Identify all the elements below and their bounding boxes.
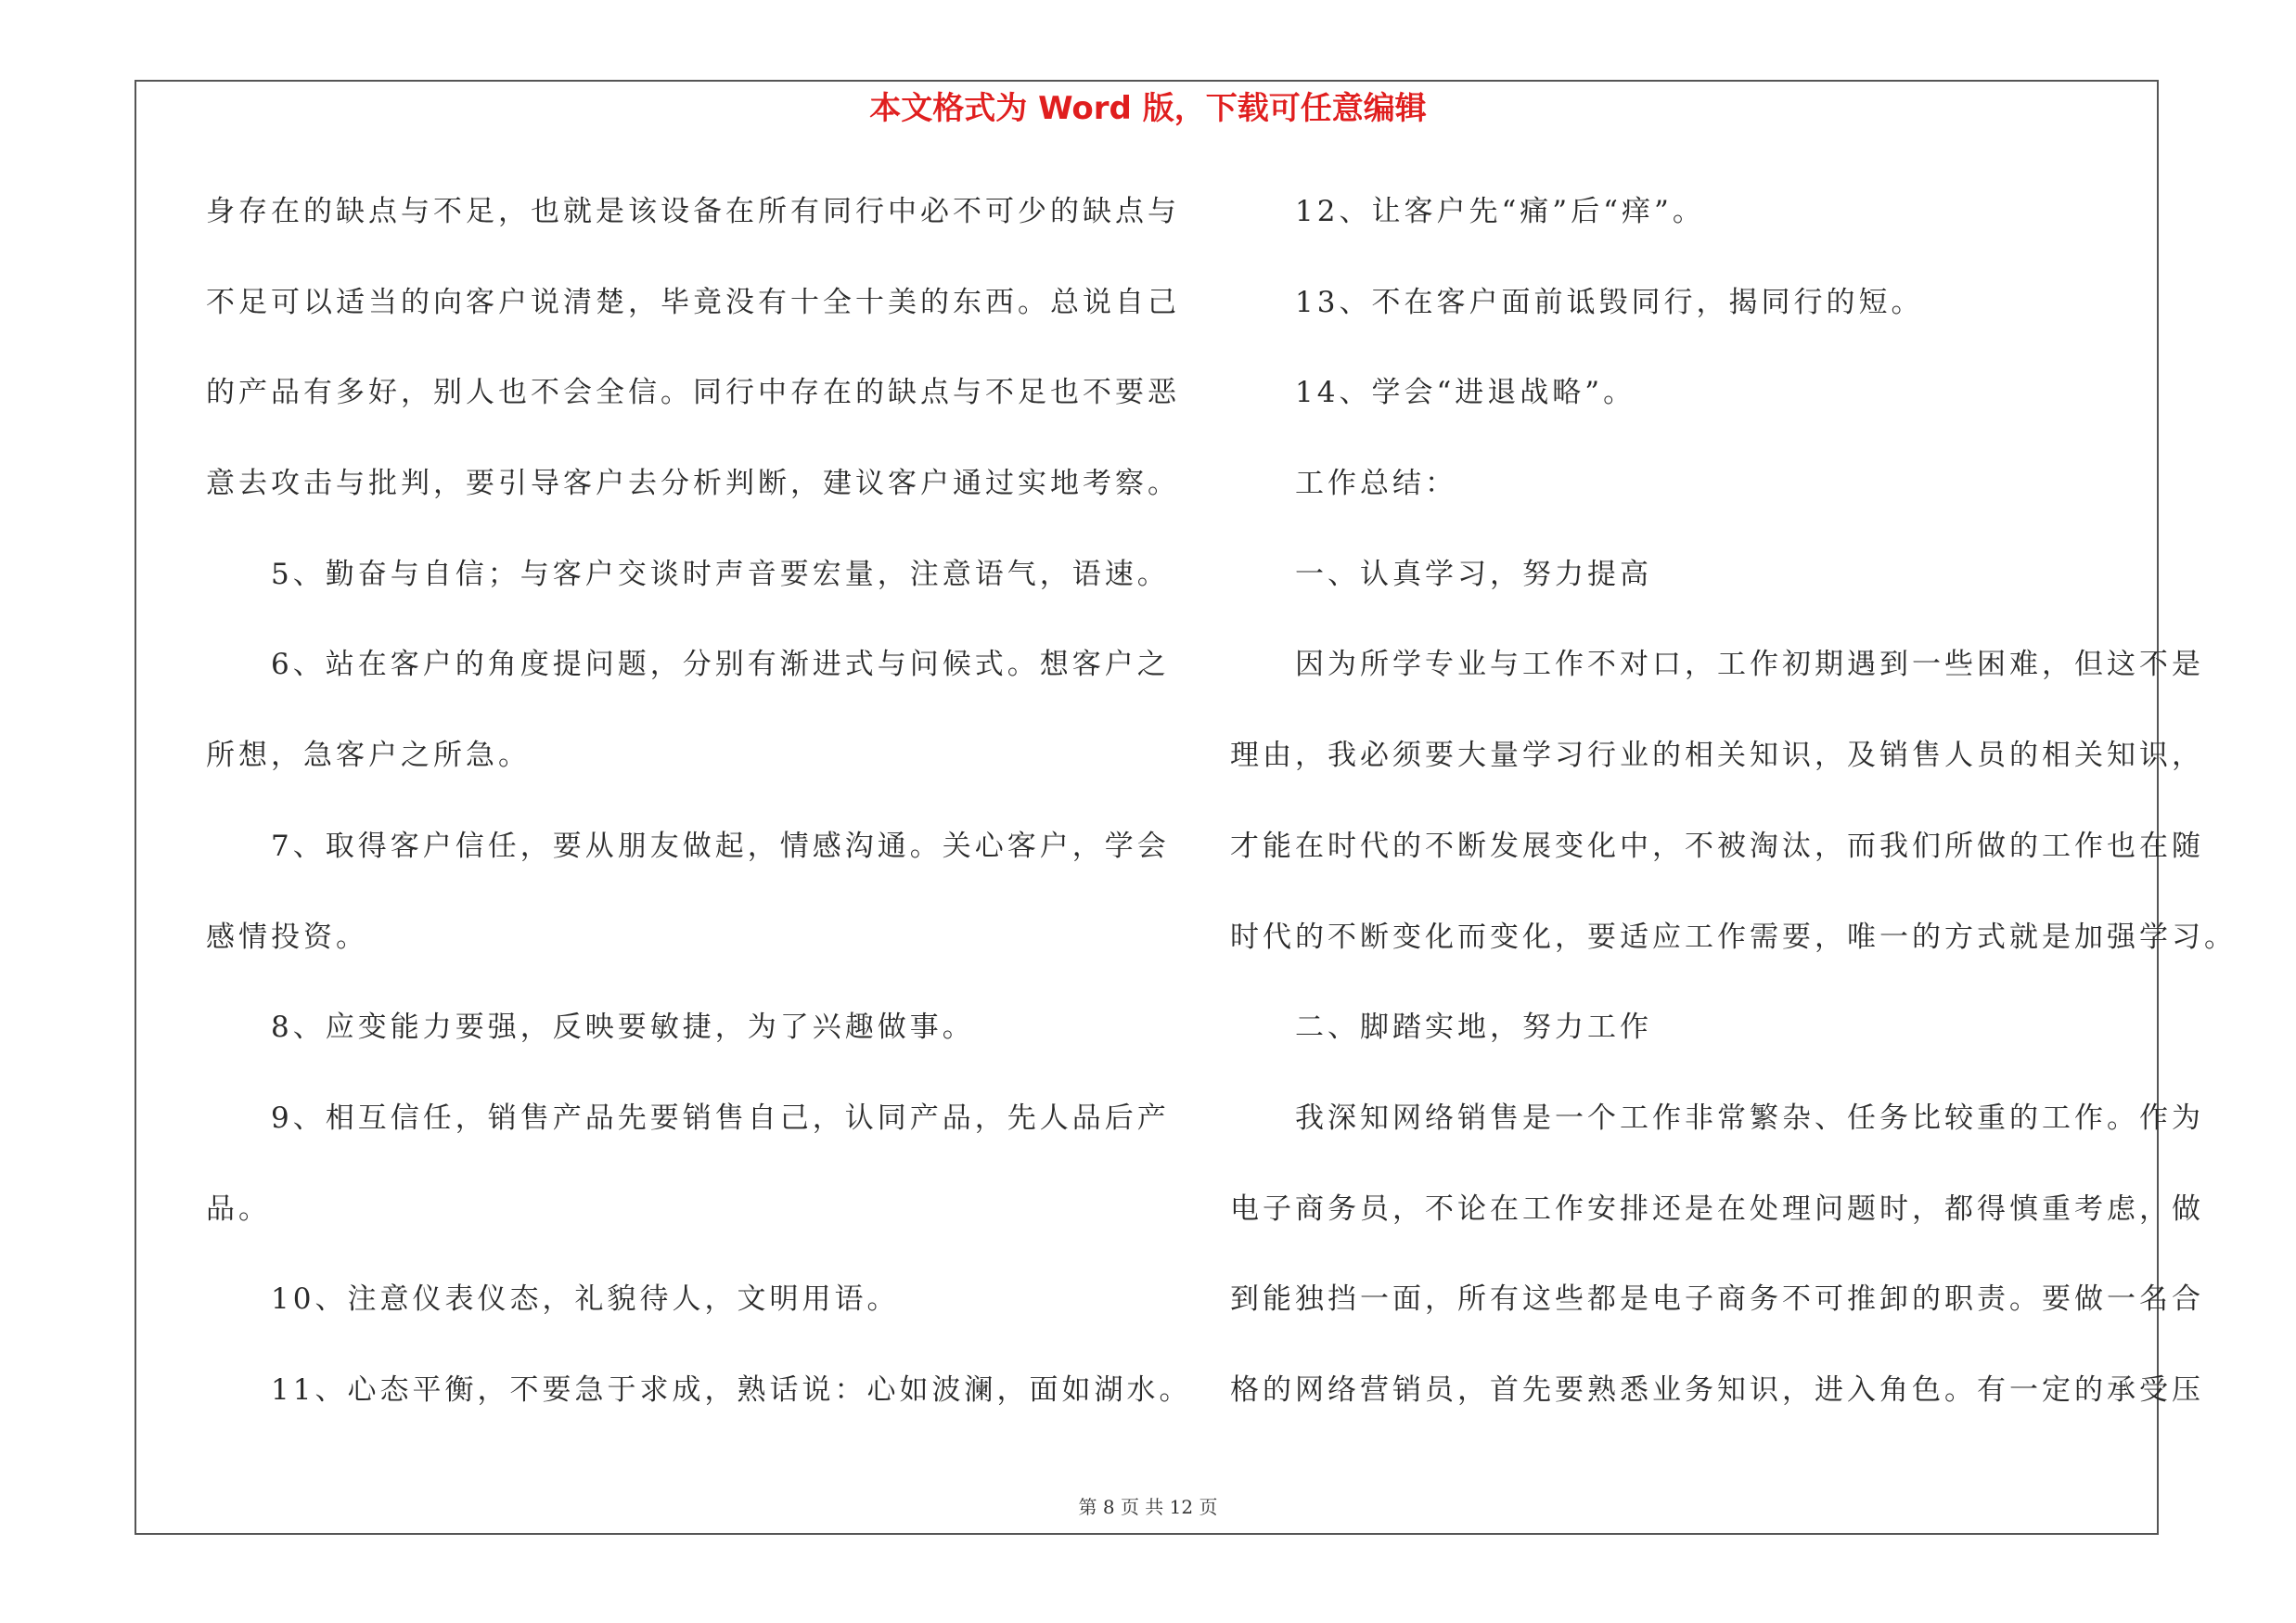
right-line-1: 12、让客户先“痛”后“痒”。	[1230, 195, 1705, 228]
right-line-8: 才能在时代的不断发展变化中，不被淘汰，而我们所做的工作也在随	[1230, 829, 2204, 863]
left-column	[206, 184, 1192, 1453]
left-line-5: 5、勤奋与自信；与客户交谈时声音要宏量，注意语气，语速。	[206, 557, 1170, 591]
left-line-14: 11、心态平衡，不要急于求成，熟话说：心如波澜，面如湖水。	[206, 1372, 1192, 1407]
right-line-9: 时代的不断变化而变化，要适应工作需要，唯一的方式就是加强学习。	[1230, 920, 2237, 954]
right-line-3: 14、学会“进退战略”。	[1230, 376, 1636, 410]
left-line-4: 意去攻击与批判，要引导客户去分析判断，建议客户通过实地考察。	[206, 467, 1180, 501]
right-line-5: 一、认真学习，努力提高	[1230, 557, 1652, 591]
left-line-10: 8、应变能力要强，反映要敏捷，为了兴趣做事。	[206, 1011, 975, 1045]
left-line-6: 6、站在客户的角度提问题，分别有渐进式与问候式。想客户之	[206, 648, 1170, 682]
right-line-2: 13、不在客户面前诋毁同行，揭同行的短。	[1230, 285, 1924, 319]
right-column	[1230, 184, 2237, 1453]
left-line-11: 9、相互信任，销售产品先要销售自己，认同产品，先人品后产	[206, 1101, 1170, 1135]
right-line-11: 我深知网络销售是一个工作非常繁杂、任务比较重的工作。作为	[1230, 1101, 2204, 1135]
left-line-1: 身存在的缺点与不足，也就是该设备在所有同行中必不可少的缺点与	[206, 195, 1180, 228]
right-line-10: 二、脚踏实地，努力工作	[1230, 1011, 1652, 1045]
right-line-6: 因为所学专业与工作不对口，工作初期遇到一些困难，但这不是	[1230, 648, 2204, 682]
left-line-12: 品。	[206, 1191, 271, 1226]
document-header-title: 本文格式为 Word 版，下载可任意编辑	[869, 90, 1427, 127]
left-line-3: 的产品有多好，别人也不会全信。同行中存在的缺点与不足也不要恶	[206, 376, 1180, 410]
left-line-8: 7、取得客户信任，要从朋友做起，情感沟通。关心客户，学会	[206, 829, 1170, 863]
left-line-9: 感情投资。	[206, 920, 368, 954]
page-number-footer: 第 8 页 共 12 页	[1078, 1496, 1218, 1518]
right-line-7: 理由，我必须要大量学习行业的相关知识，及销售人员的相关知识，	[1230, 739, 2204, 773]
right-line-13: 到能独挡一面，所有这些都是电子商务不可推卸的职责。要做一名合	[1230, 1282, 2204, 1317]
right-line-14: 格的网络营销员，首先要熟悉业务知识，进入角色。有一定的承受压	[1230, 1372, 2204, 1407]
left-line-7: 所想，急客户之所急。	[206, 739, 531, 773]
right-line-4: 工作总结：	[1230, 467, 1457, 501]
left-line-2: 不足可以适当的向客户说清楚，毕竟没有十全十美的东西。总说自己	[206, 285, 1180, 319]
right-line-12: 电子商务员，不论在工作安排还是在处理问题时，都得慎重考虑，做	[1230, 1191, 2204, 1226]
left-line-13: 10、注意仪表仪态，礼貌待人，文明用语。	[206, 1282, 900, 1317]
